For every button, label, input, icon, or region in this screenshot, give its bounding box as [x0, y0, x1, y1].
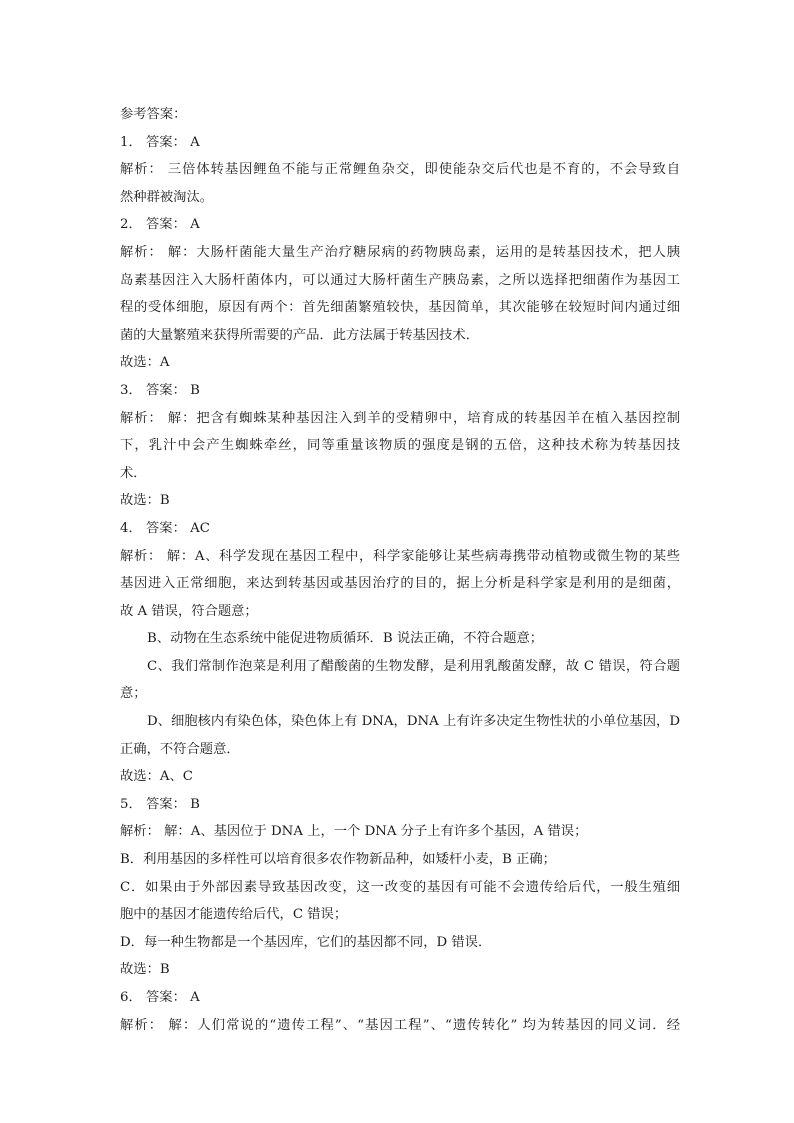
answer-key-heading: 参考答案： — [120, 107, 187, 122]
text-line: 故选：B — [120, 493, 170, 509]
text-line: 菌的大量繁殖来获得所需要的产品．此方法属于转基因技术． — [120, 327, 480, 343]
text-line: 故选：B — [120, 962, 170, 978]
text-line: 4． 答案： AC — [120, 520, 210, 536]
text-line: 解析： 解：把含有蜘蛛某种基因注入到羊的受精卵中，培育成的转基因羊在植入基因控制 — [120, 410, 680, 426]
text-line: 解析： 解：A、科学发现在基因工程中，科学家能够让某些病毒携带动植物或微生物的某些 — [120, 548, 680, 564]
text-line: 术． — [120, 465, 147, 481]
text-line: 意； — [120, 686, 147, 702]
text-line: 解析： 解：A、基因位于 DNA 上，一个 DNA 分子上有许多个基因，A 错误； — [120, 824, 588, 840]
text-line: 故选：A、C — [120, 769, 193, 785]
text-line: 故选：A — [120, 355, 170, 371]
text-line: 下，乳汁中会产生蜘蛛牵丝，同等重量该物质的强度是钢的五倍，这种技术称为转基因技 — [120, 438, 680, 454]
text-line: 胞中的基因才能遗传给后代，C 错误； — [120, 907, 348, 923]
text-line: B、动物在生态系统中能促进物质循环．B 说法正确，不符合题意； — [147, 631, 544, 647]
text-line: 故 A 错误，符合题意； — [120, 603, 258, 619]
text-line: 2． 答案： A — [120, 217, 200, 233]
text-line: D、细胞核内有染色体，染色体上有 DNA，DNA 上有许多决定生物性状的小单位基因，D — [147, 714, 680, 730]
text-line: C、我们常制作泡菜是利用了醋酸菌的生物发酵，是利用乳酸菌发酵，故 C 错误，符合题 — [147, 658, 680, 674]
text-line: 程的受体细胞，原因有两个：首先细菌繁殖较快，基因简单，其次能够在较短时间内通过细 — [120, 300, 680, 316]
text-line: 6． 答案： A — [120, 990, 200, 1005]
text-line: 然种群被淘汰。 — [120, 189, 214, 205]
text-line: 解析： 解：人们常说的“遗传工程”、“基因工程”、“遗传转化” 均为转基因的同义词．经 — [120, 1017, 680, 1033]
text-line: C．如果由于外部因素导致基因改变，这一改变的基因有可能不会遗传给后代，一般生殖细 — [120, 879, 680, 895]
text-line: B．利用基因的多样性可以培育很多农作物新品种，如矮杆小麦，B 正确； — [120, 852, 556, 868]
answer-key — [120, 101, 680, 1039]
text-line: 解析： 三倍体转基因鲤鱼不能与正常鲤鱼杂交，即使能杂交后代也是不育的，不会导致自 — [120, 162, 680, 178]
answer-lines — [120, 129, 680, 1040]
text-line: 正确，不符合题意． — [120, 741, 240, 757]
text-line: 3． 答案： B — [120, 382, 200, 398]
text-line: 1． 答案： A — [120, 134, 200, 150]
text-line: 5． 答案： B — [120, 796, 200, 812]
text-line: D．每一种生物都是一个基因库，它们的基因都不同，D 错误． — [120, 934, 492, 950]
text-line: 解析： 解：大肠杆菌能大量生产治疗糖尿病的药物胰岛素，运用的是转基因技术，把人胰 — [120, 244, 680, 260]
text-line: 岛素基因注入大肠杆菌体内，可以通过大肠杆菌生产胰岛素，之所以选择把细菌作为基因工 — [120, 272, 680, 288]
text-line: 基因进入正常细胞，来达到转基因或基因治疗的目的，据上分析是科学家是利用的是细菌， — [120, 576, 680, 592]
